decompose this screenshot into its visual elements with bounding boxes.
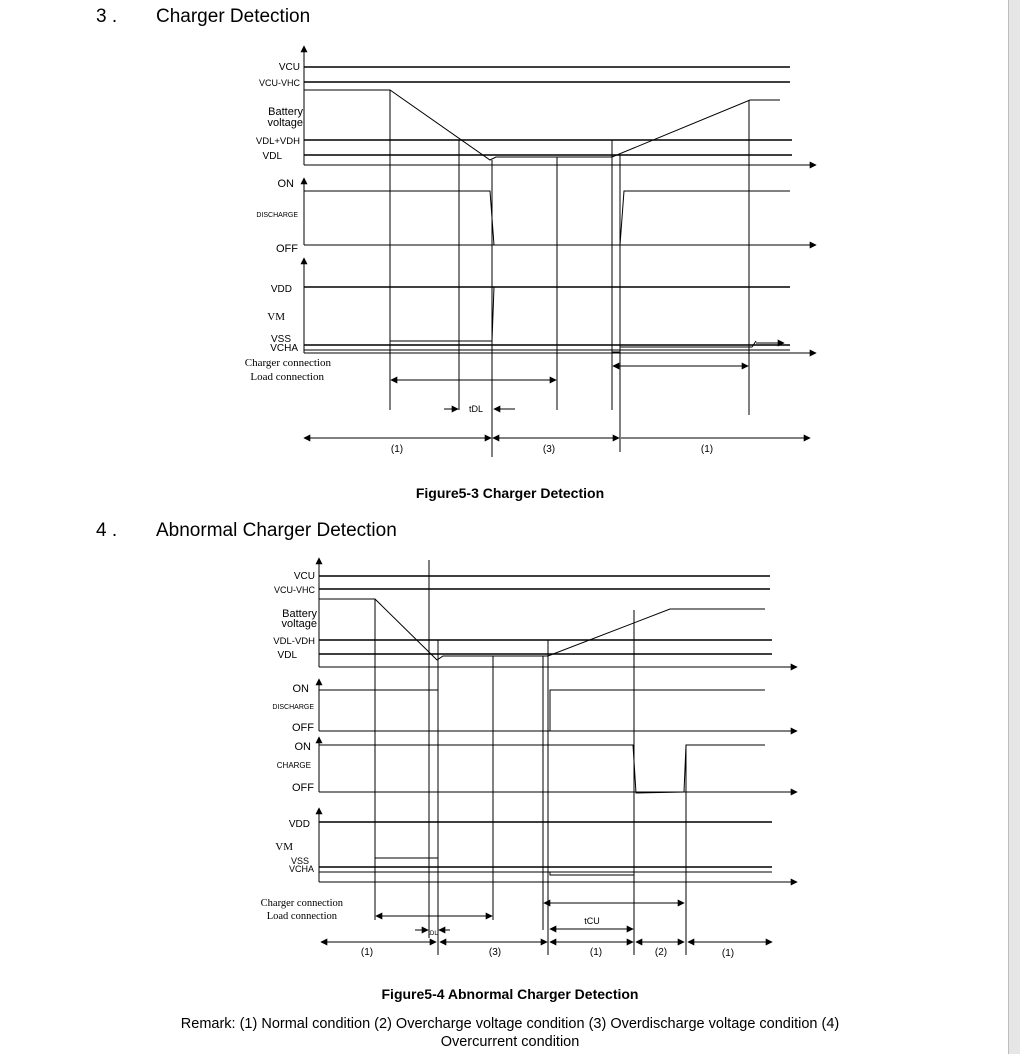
section-title: Charger Detection bbox=[156, 6, 311, 27]
label-off: OFF bbox=[276, 243, 298, 255]
remark-line-2: Overcurrent condition bbox=[440, 1034, 580, 1050]
label-vdl: VDL bbox=[277, 650, 297, 661]
period-label: (3) bbox=[488, 947, 502, 958]
section-number: 4 . bbox=[96, 520, 118, 541]
figure-5-3-caption: Figure5-3 Charger Detection bbox=[415, 485, 605, 501]
label-tcu: tCU bbox=[584, 916, 600, 926]
figure-5-4-timing-diagram bbox=[0, 540, 1020, 1010]
period-label: (1) bbox=[721, 948, 735, 959]
discharge-signal-waveform bbox=[319, 690, 765, 731]
figure-5-4-caption: Figure5-4 Abnormal Charger Detection bbox=[381, 986, 639, 1002]
period-label: (2) bbox=[654, 947, 668, 958]
vm-waveform bbox=[390, 287, 756, 352]
label-vdl: VDL bbox=[262, 151, 282, 162]
discharge-signal-waveform bbox=[304, 191, 790, 245]
remark bbox=[120, 1015, 900, 1051]
label-vdd: VDD bbox=[270, 284, 292, 295]
label-tdl: tDL bbox=[468, 404, 484, 414]
label-voltage: voltage bbox=[281, 618, 317, 630]
label-vss: VSS bbox=[270, 334, 291, 345]
label-vdl-vdh: VDL-VDH bbox=[273, 636, 315, 647]
label-load-connection: Load connection bbox=[266, 911, 337, 922]
label-vdl-vdh: VDL+VDH bbox=[255, 136, 300, 147]
battery-voltage-waveform bbox=[304, 90, 780, 160]
label-charger-connection: Charger connection bbox=[244, 357, 331, 369]
label-charger-connection: Charger connection bbox=[260, 898, 343, 909]
label-vss: VSS bbox=[290, 856, 309, 866]
figure-5-3-timing-diagram bbox=[0, 0, 1020, 480]
label-discharge: DISCHARGE bbox=[272, 704, 314, 711]
charge-signal-waveform bbox=[319, 745, 765, 793]
label-on: ON bbox=[292, 683, 309, 695]
threshold-lines bbox=[304, 67, 792, 350]
label-charge: CHARGE bbox=[276, 761, 311, 770]
label-on: ON bbox=[294, 741, 311, 753]
label-battery: Battery bbox=[282, 608, 317, 620]
label-vcu: VCU bbox=[293, 571, 315, 582]
section-number: 3 . bbox=[96, 6, 118, 27]
label-on: ON bbox=[277, 178, 294, 190]
axes bbox=[319, 558, 797, 882]
label-vcu-vhc: VCU-VHC bbox=[273, 585, 315, 595]
label-off: OFF bbox=[292, 782, 314, 794]
event-lines bbox=[390, 90, 749, 457]
label-battery: Battery bbox=[268, 106, 303, 118]
threshold-lines bbox=[319, 576, 772, 872]
label-vcha: VCHA bbox=[270, 343, 298, 354]
section-title: Abnormal Charger Detection bbox=[156, 520, 397, 541]
period-label: (1) bbox=[390, 444, 404, 455]
period-label: (1) bbox=[589, 947, 603, 958]
period-label: (1) bbox=[360, 947, 374, 958]
axes bbox=[304, 46, 816, 353]
battery-voltage-waveform bbox=[319, 599, 765, 660]
label-discharge: DISCHARGE bbox=[256, 212, 298, 219]
period-label: (1) bbox=[700, 444, 714, 455]
label-voltage: voltage bbox=[267, 117, 303, 129]
label-vcha: VCHA bbox=[288, 864, 314, 874]
label-load-connection: Load connection bbox=[250, 371, 324, 383]
period-label: (3) bbox=[542, 444, 556, 455]
label-vdd: VDD bbox=[288, 819, 310, 830]
label-off: OFF bbox=[292, 722, 314, 734]
label-vcu: VCU bbox=[278, 62, 300, 73]
label-vm: VM bbox=[275, 841, 293, 853]
label-vm: VM bbox=[267, 311, 285, 323]
event-lines bbox=[375, 560, 686, 955]
label-vcu-vhc: VCU-VHC bbox=[258, 78, 300, 88]
label-tdl: tDL bbox=[428, 931, 438, 937]
remark-line-1: Remark: (1) Normal condition (2) Overcharge voltage condition (3) Overdischarge voltage condition (4) bbox=[180, 1016, 840, 1032]
